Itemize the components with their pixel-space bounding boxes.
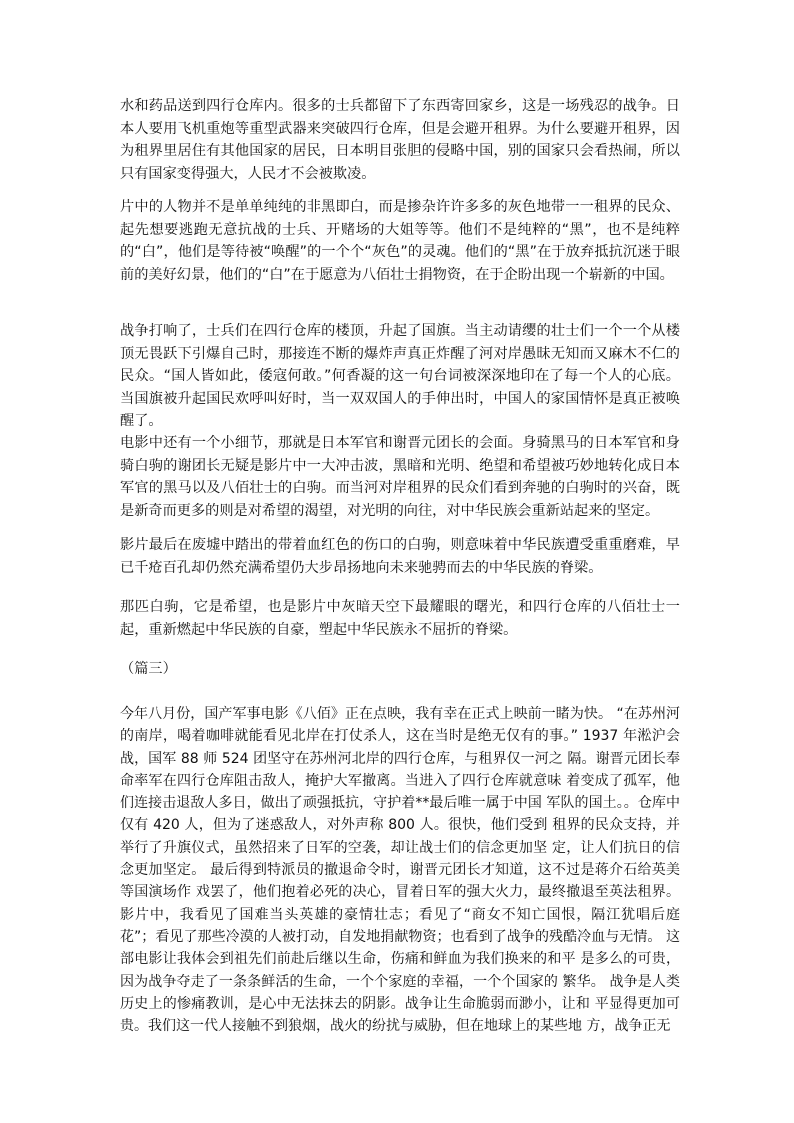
paragraph-5: 影片最后在废墟中踏出的带着血红色的伤口的白驹，则意味着中华民族遭受重重磨难，早已千疮百孔却仍然充满希望仍大步昂扬地向未来驰骋而去的中华民族的脊梁。	[120, 537, 680, 576]
section-heading: （篇三）	[120, 661, 177, 677]
paragraph-1: 水和药品送到四行仓库内。很多的士兵都留下了东西寄回家乡，这是一场残忍的战争。日本人要用飞机重炮等重型武器来突破四行仓库，但是会避开租界。为什么要避开租界，因为租界里居住有其他国家的居民，日本明目张胆的侵略中国，别的国家只会看热闹，所以只有国家变得强大，人民才不会被欺凌。	[120, 98, 680, 182]
section-body: 今年八月份，国产军事电影《八佰》正在点映，我有幸在正式上映前一睹为快。 “在苏州河的南岸，喝着咖啡就能看见北岸在打仗杀人，这在当时是绝无仅有的事。” 1937 年淞沪会战，国军 88 师 524 团坚守在苏州河北岸的四行仓库，与租界仅一河之 隔。谢晋元团长奉命率军在四行仓库阻击敌人，掩护大军撤离。当进入了四行仓库就意味 着变成了孤军，他们连接击退敌人多日，做出了顽强抵抗，守护着**最后唯一属于中国 军队的国土。。仓库中仅有 420 人，但为了迷惑敌人，对外声称 800 人。很快，他们受到 租界的民众支持，并举行了升旗仪式，虽然招来了日军的空袭，却让战士们的信念更加坚 定，让人们抗日的信念更加坚定。 最后得到特派员的撤退命令时，谢晋元团长才知道，这不过是蒋介石给英美等国演场作 戏罢了，他们抱着必死的决心，冒着日军的强大火力，最终撤退至英法租界。影片中，我看见了国难当头英雄的豪情壮志；看见了“商女不知亡国恨，隔江犹唱后庭花”；看见了那些冷漠的人被打动，自发地捐献物资；也看到了战争的残酷冷血与无情。 这部电影让我体会到祖先们前赴后继以生命，伤痛和鲜血为我们换来的和平 是多么的可贵，因为战争夺走了一条条鲜活的生命，一个个家庭的幸福，一个个国家的 繁华。 战争是人类历史上的惨痛教训，是心中无法抹去的阴影。战争让生命脆弱而渺小，让和 平显得更加可贵。我们这一代人接触不到狼烟，战火的纷扰与威胁，但在地球上的某些地 方，战争正无	[120, 706, 680, 1035]
paragraph-3: 战争打响了，士兵们在四行仓库的楼顶，升起了国旗。当主动请缨的壮士们一个一个从楼顶无畏跃下引爆自己时，那接连不断的爆炸声真正炸醒了河对岸愚昧无知而又麻木不仁的民众。“国人皆如此，倭寇何敢。”何香凝的这一句台词被深深地印在了每一个人的心底。当国旗被升起国民欢呼叫好时，当一双双国人的手伸出时，中国人的家国情怀是真正被唤醒了。	[120, 323, 680, 429]
paragraph-6: 那匹白驹，它是希望，也是影片中灰暗天空下最耀眼的曙光，和四行仓库的八佰壮士一起，重新燃起中华民族的自豪，塑起中华民族永不屈折的脊梁。	[120, 599, 680, 638]
paragraph-2: 片中的人物并不是单单纯纯的非黑即白，而是掺杂许许多多的灰色地带一一租界的民众、起先想要逃跑无意抗战的士兵、开赌场的大姐等等。他们不是纯粹的“黑”，也不是纯粹的“白”，他们是等待被“唤醒”的一个个“灰色”的灵魂。他们的“黑”在于放弃抵抗沉迷于眼前的美好幻景，他们的“白”在于愿意为八佰壮士捐物资，在于企盼出现一个崭新的中国。	[120, 199, 680, 283]
paragraph-4: 电影中还有一个小细节，那就是日本军官和谢晋元团长的会面。身骑黑马的日本军官和身骑白驹的谢团长无疑是影片中一大冲击波，黑暗和光明、绝望和希望被巧妙地转化成日本军官的黑马以及八佰壮士的白驹。而当河对岸租界的民众们看到奔驰的白驹时的兴奋，既是新奇而更多的则是对希望的渴望，对光明的向往，对中华民族会重新站起来的坚定。	[120, 435, 680, 519]
